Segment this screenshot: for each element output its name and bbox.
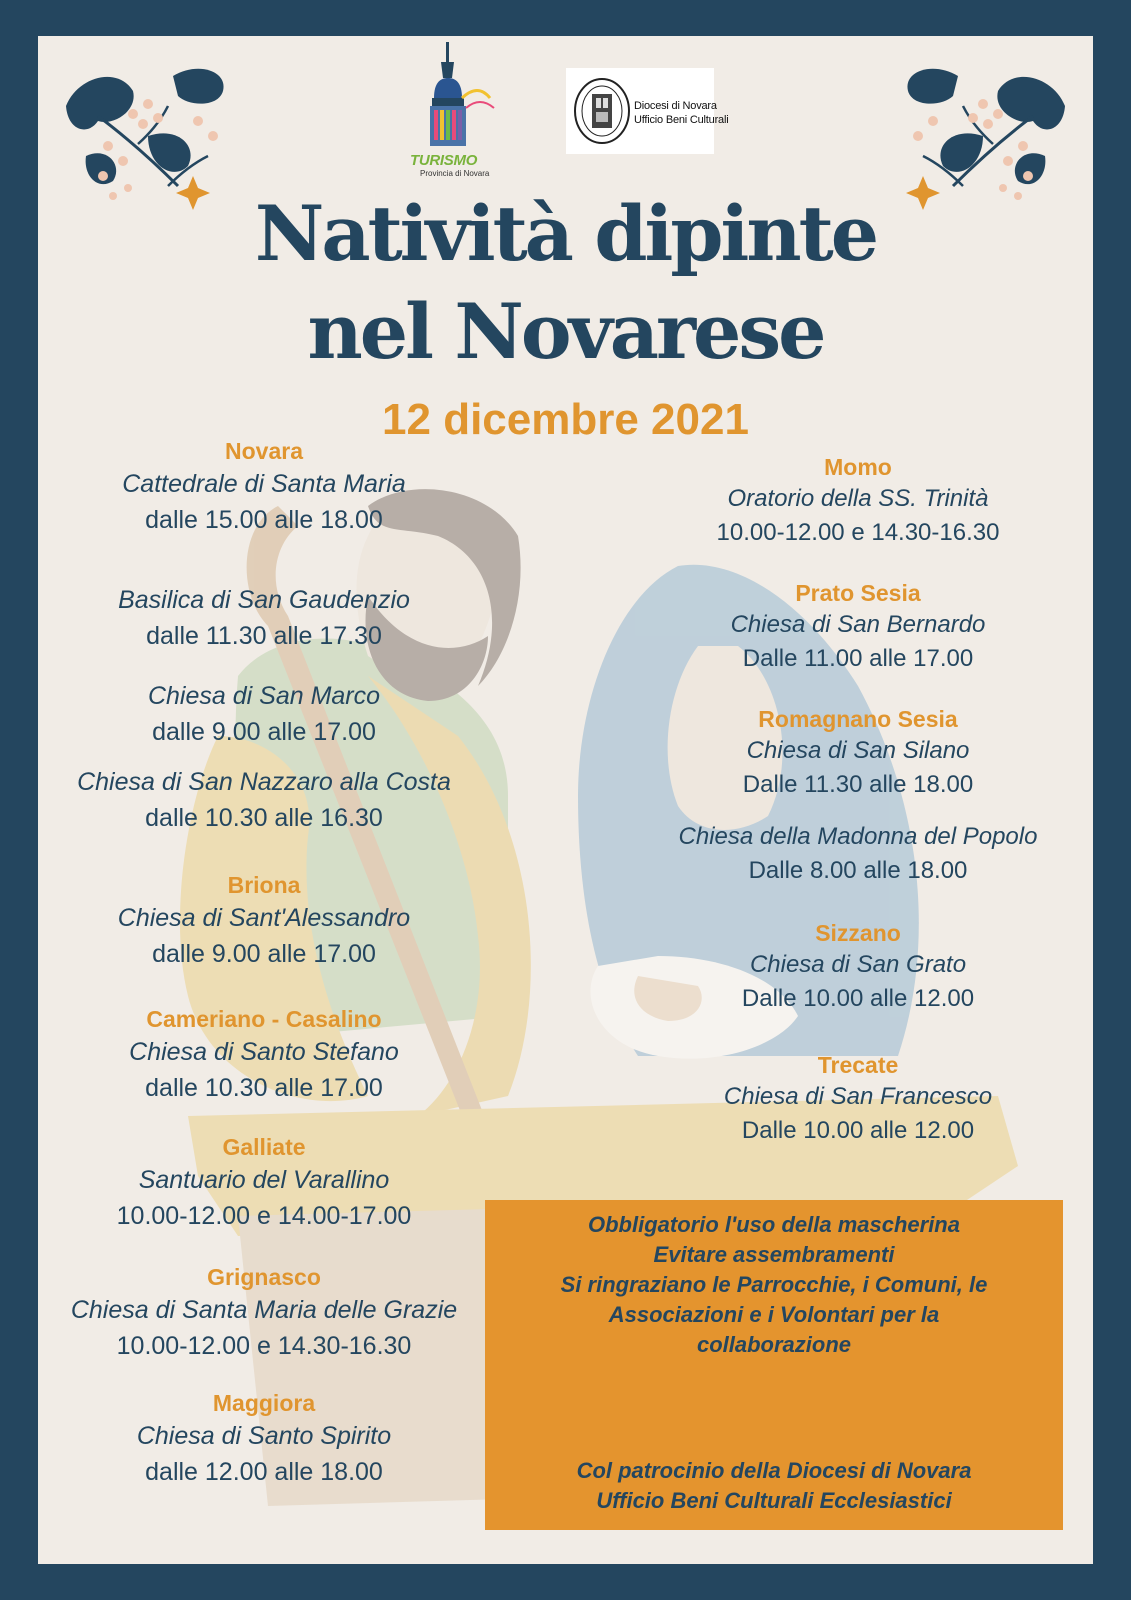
church-name: Chiesa di San Silano	[746, 737, 970, 764]
list-item	[636, 578, 1080, 676]
notice-box	[485, 1200, 1063, 1530]
opening-hours: dalle 10.30 alle 16.30	[145, 804, 383, 832]
church-name: Cattedrale di Santa Maria	[122, 470, 406, 498]
notice-line: collaborazione	[696, 1332, 852, 1357]
poster	[38, 36, 1093, 1564]
city-name: Romagnano Sesia	[758, 706, 958, 732]
church-name: Basilica di San Gaudenzio	[118, 586, 410, 614]
opening-hours: Dalle 8.00 alle 18.00	[748, 857, 968, 884]
opening-hours: dalle 9.00 alle 17.00	[152, 718, 376, 746]
opening-hours: 10.00-12.00 e 14.00-17.00	[116, 1202, 412, 1230]
opening-hours: Dalle 10.00 alle 12.00	[741, 985, 975, 1012]
church-name: Chiesa di Santo Spirito	[136, 1422, 392, 1450]
list-item	[48, 582, 480, 654]
list-item	[636, 918, 1080, 1016]
diocese-office: Ufficio Beni Culturali	[634, 114, 729, 126]
city-name: Prato Sesia	[795, 580, 921, 606]
church-name: Chiesa di San Marco	[147, 682, 381, 710]
list-item	[636, 704, 1080, 802]
diocese-name: Diocesi di Novara	[634, 100, 717, 112]
notice-text	[485, 1210, 1063, 1360]
list-item	[48, 870, 480, 972]
church-name: Chiesa di San Francesco	[723, 1083, 993, 1110]
patronage-text	[485, 1456, 1063, 1516]
church-name: Santuario del Varallino	[138, 1166, 390, 1194]
city-name: Cameriano - Casalino	[146, 1006, 382, 1032]
city-name: Novara	[225, 438, 303, 464]
list-item	[48, 764, 480, 836]
page-title-line1: Natività dipinte	[254, 189, 877, 278]
notice-line: Evitare assembramenti	[653, 1242, 895, 1267]
atl-logo-title: TURISMO	[410, 152, 478, 169]
page-title-line2: nel Novarese	[307, 287, 824, 376]
church-name: Chiesa di San Nazzaro alla Costa	[77, 768, 451, 796]
notice-line: Obbligatorio l'uso della mascherina	[588, 1212, 960, 1237]
list-item	[48, 1004, 480, 1106]
patronage-line: Ufficio Beni Culturali Ecclesiastici	[596, 1488, 952, 1513]
opening-hours: Dalle 11.00 alle 17.00	[742, 645, 974, 672]
floral-corner-right-icon	[907, 69, 1065, 200]
atl-logo-subtitle: Provincia di Novara	[420, 169, 490, 178]
event-date: 12 dicembre 2021	[382, 395, 749, 444]
city-name: Trecate	[817, 1052, 899, 1078]
list-item	[636, 452, 1080, 550]
church-name: Chiesa di Sant'Alessandro	[117, 904, 411, 932]
list-item	[48, 1262, 480, 1364]
opening-hours: 10.00-12.00 e 14.30-16.30	[116, 1332, 412, 1360]
list-item	[48, 1132, 480, 1234]
city-name: Grignasco	[207, 1264, 321, 1290]
opening-hours: Dalle 10.00 alle 12.00	[741, 1117, 975, 1144]
opening-hours: Dalle 11.30 alle 18.00	[742, 771, 974, 798]
city-name: Sizzano	[815, 920, 901, 946]
list-item	[48, 678, 480, 750]
notice-line: Associazioni e i Volontari per la	[608, 1302, 940, 1327]
church-name: Chiesa di San Grato	[749, 951, 967, 978]
list-item	[48, 1388, 480, 1490]
opening-hours: dalle 11.30 alle 17.30	[146, 622, 382, 650]
diocese-logo	[566, 68, 729, 154]
city-name: Galliate	[222, 1134, 306, 1160]
city-name: Maggiora	[212, 1390, 316, 1416]
opening-hours: dalle 12.00 alle 18.00	[145, 1458, 383, 1486]
notice-line: Si ringraziano le Parrocchie, i Comuni, le	[560, 1272, 988, 1297]
opening-hours: 10.00-12.00 e 14.30-16.30	[716, 519, 1000, 546]
church-name: Chiesa di Santa Maria delle Grazie	[70, 1296, 458, 1324]
city-name: Momo	[824, 454, 892, 480]
church-name: Chiesa della Madonna del Popolo	[678, 823, 1038, 850]
opening-hours: dalle 9.00 alle 17.00	[152, 940, 376, 968]
patronage-line: Col patrocinio della Diocesi di Novara	[576, 1458, 972, 1483]
church-name: Oratorio della SS. Trinità	[727, 485, 989, 512]
diocese-seal	[572, 76, 632, 146]
list-item	[48, 436, 480, 538]
opening-hours: dalle 10.30 alle 17.00	[145, 1074, 383, 1102]
church-name: Chiesa di Santo Stefano	[129, 1038, 399, 1066]
opening-hours: dalle 15.00 alle 18.00	[145, 506, 383, 534]
floral-corner-left-icon	[66, 69, 224, 200]
list-item	[636, 820, 1080, 888]
church-name: Chiesa di San Bernardo	[730, 611, 986, 638]
city-name: Briona	[227, 872, 301, 898]
list-item	[636, 1050, 1080, 1148]
